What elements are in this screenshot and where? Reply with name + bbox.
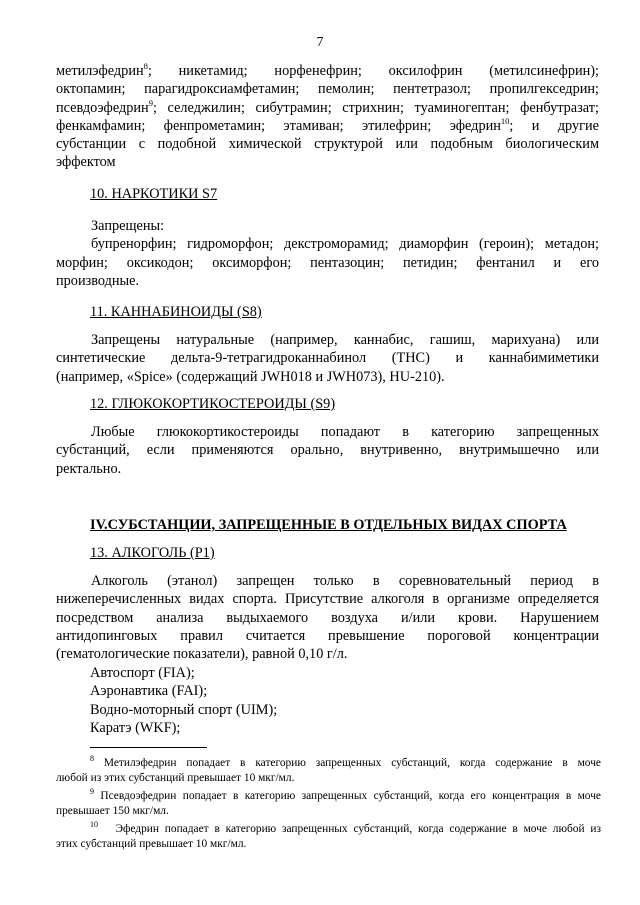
glucocorticosteroids-paragraph [56, 423, 599, 478]
page-number: 7 [316, 34, 324, 49]
text-line: псевдоэфедрин$^9$; селеджилин; сибутрамин; стрихнин; туаминогептан; фенбутразат; [56, 97, 599, 116]
footnote-mark: 8 [90, 754, 94, 763]
text-line: синтетические дельта-9-тетрагидроканнабинол (ТНС) и каннабимиметики [56, 350, 599, 367]
text-line: (например, «Spice» (содержащий JWH018 и JWH073), HU-210). [56, 368, 445, 385]
footnote-mark: 10 [90, 820, 98, 829]
text-line: посредством анализа выдыхаемого воздуха и/или крови. Нарушением [56, 609, 599, 626]
list-item: Каратэ (WKF); [90, 719, 181, 736]
footnote-ref-10[interactable]: 10 [500, 115, 510, 126]
footnote-10: $^{10}$ Эфедрин попадает в категорию запрещенных субстанций, когда содержание в моче любой из этих субстанций превышает 10 мкг/мл. [56, 820, 602, 850]
section-heading-narcotics: 10. НАРКОТИКИ S7 [90, 186, 218, 202]
list-item: Аэронавтика (FAI); [90, 683, 208, 700]
text-line: субстанции с подобной химической структурой или подобным биологическим [56, 136, 599, 153]
text-line: Алкоголь (этанол) запрещен только в соревновательный период в [91, 573, 599, 589]
footnote-9: $^9$ Псевдоэфедрин попадает в категорию запрещенных субстанций, когда его концентрация в моче превышает 150 мкг/мл. [56, 787, 601, 817]
text-line: бупренорфин; гидроморфон; декстроморамид; диаморфин (героин); метадон; [91, 236, 599, 253]
text-line: октопамин; парагидроксиамфетамин; пемолин; пентетразол; пропилгекседрин; [56, 81, 599, 98]
text-line: субстанций, если применяются орально, внутривенно, внутримышечно или [56, 442, 599, 459]
text-line: (гематологические показатели), равной 0,10 г/л. [56, 646, 348, 663]
text-line: эффектом [56, 154, 116, 171]
text-line: метилэфедрин$^8$; никетамид; норфенефрин; оксилофрин (метилсинефрин); [56, 61, 599, 79]
narcotics-paragraph [56, 217, 599, 290]
list-item: Водно-моторный спорт (UIM); [90, 701, 278, 718]
footnote-ref-8[interactable]: 8 [143, 61, 148, 71]
text-line: Любые глюкокортикостероиды попадают в категорию запрещенных [91, 424, 599, 440]
section-heading-glucocorticosteroids: 12. ГЛЮКОКОРТИКОСТЕРОИДЫ (S9) [90, 396, 336, 412]
text-line: ректально. [56, 460, 122, 477]
list-item: Автоспорт (FIA); [90, 665, 195, 681]
stimulants-list-paragraph [56, 62, 599, 172]
text-line: антидопинговых правил считается превышение пороговой концентрации [56, 627, 599, 644]
footnote-mark: 9 [90, 787, 94, 796]
text-line: нижеперечисленных видах спорта. Присутствие алкоголя в организме определяется [56, 591, 599, 608]
chapter-heading-sport-specific: IV.СУБСТАНЦИИ, ЗАПРЕЩЕННЫЕ В ОТДЕЛЬНЫХ ВИДАХ СПОРТА [90, 517, 567, 533]
section-heading-alcohol: 13. АЛКОГОЛЬ (P1) [90, 545, 215, 561]
alcohol-paragraph [56, 572, 599, 663]
text-line: фенкамфамин; фенпрометамин; этамиван; этилефрин; эфедрин$^{10}$; и другие [56, 115, 599, 134]
footnote-ref-9[interactable]: 9 [148, 97, 153, 108]
footnote-separator [90, 747, 207, 748]
text-line: Запрещены: [91, 218, 165, 234]
footnote-8: $^8$ Метилэфедрин попадает в категорию запрещенных субстанций, когда содержание в моче любой из этих субстанций превышает 10 мкг/мл. [56, 754, 601, 784]
text-line: морфин; оксикодон; оксиморфон; пентазоцин; петидин; фентанил и его [56, 254, 599, 271]
text-line: производные. [56, 272, 140, 289]
section-heading-cannabinoids: 11. КАННАБИНОИДЫ (S8) [90, 304, 262, 320]
text-line: Запрещены натуральные (например, каннабис, гашиш, марихуана) или [91, 332, 599, 348]
alcohol-sports-list [90, 664, 277, 737]
cannabinoids-paragraph [56, 331, 599, 386]
